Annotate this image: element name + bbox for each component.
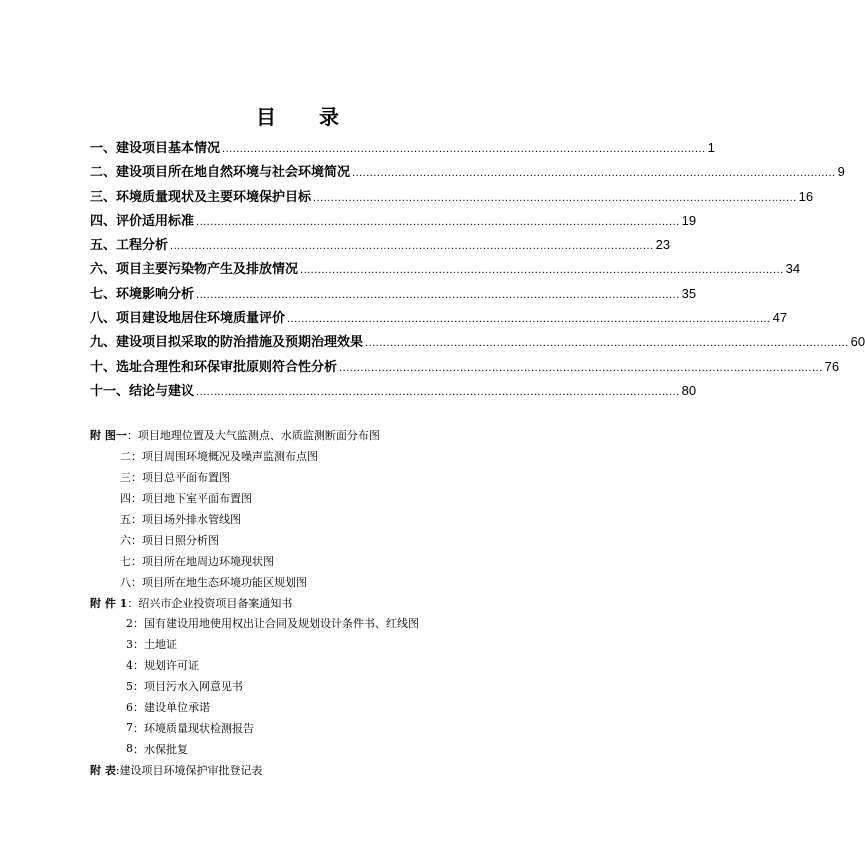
appendix-figure-item <box>90 529 510 550</box>
appendix-item-text: ：项目周围环境概况及噪声监测布点图 <box>131 450 318 464</box>
toc-entry-page: 76 <box>824 358 840 374</box>
appendix-figure-item <box>90 425 510 446</box>
appendix-item-text: ：项目所在地生态环境功能区规划图 <box>131 575 307 589</box>
appendix-item-number: 8 <box>126 742 133 756</box>
appendix-attachment-item <box>90 613 510 634</box>
appendix-attachment-item <box>90 634 510 655</box>
appendix-item-number: 七 <box>120 554 131 568</box>
toc-leader-dots: ........................................................................................................................................ <box>196 288 680 301</box>
toc-leader-dots: ........................................................................................................................................ <box>339 361 823 374</box>
appendix-item-text: ：建设单位承诺 <box>133 701 210 715</box>
toc-leader-dots: ........................................................................................................................................ <box>170 240 654 253</box>
appendix-item-number: 7 <box>126 721 133 735</box>
toc-entry-label: 六、项目主要污染物产生及排放情况 <box>90 262 299 278</box>
appendix-item-text: ：项目所在地周边环境现状图 <box>131 554 274 568</box>
toc-entry-label: 八、项目建设地居住环境质量评价 <box>90 311 286 327</box>
appendix-item-text: ：水保批复 <box>133 742 188 756</box>
appendix-item-text: ：项目地理位置及大气监测点、水质监测断面分布图 <box>126 429 380 443</box>
toc-leader-dots: ........................................................................................................................................ <box>196 215 680 228</box>
toc-entry[interactable] <box>90 307 788 331</box>
appendix-item-text: ：项目日照分析图 <box>131 533 219 547</box>
toc-entry-page: 47 <box>772 310 788 326</box>
toc-leader-dots: ........................................................................................................................................ <box>196 385 680 398</box>
toc-entry-label: 五、工程分析 <box>90 238 169 254</box>
appendix-item-number: 八 <box>120 575 131 589</box>
toc-entry[interactable] <box>90 283 697 307</box>
appendix-figure-item <box>90 571 510 592</box>
appendix-figures-heading: 附 图一 <box>90 429 127 443</box>
table-of-contents <box>90 137 865 404</box>
toc-entry-page: 9 <box>837 164 845 180</box>
toc-entry-label: 一、建设项目基本情况 <box>90 141 221 156</box>
appendix-item-number: 二 <box>120 450 131 464</box>
toc-entry-page: 19 <box>681 212 697 228</box>
appendix-item-number: 四 <box>120 492 131 506</box>
toc-leader-dots: ........................................................................................................................................ <box>287 313 771 326</box>
appendix-item-text: ：项目地下室平面布置图 <box>131 492 252 506</box>
toc-entry-page: 80 <box>681 382 697 398</box>
appendix-figure-item <box>90 488 510 509</box>
appendix-item-text: ：绍兴市企业投资项目备案通知书 <box>127 596 293 610</box>
appendix-attachments-heading: 附 件 1 <box>90 596 128 610</box>
appendix-attachment-item <box>90 592 510 613</box>
appendix-attachment-item <box>90 655 510 676</box>
toc-entry-page: 34 <box>785 261 801 277</box>
appendix-figure-item <box>90 446 510 467</box>
appendix-list <box>90 425 510 780</box>
appendix-item-number: 五 <box>120 513 131 526</box>
toc-entry[interactable] <box>90 380 697 404</box>
appendix-item-number: 6 <box>126 700 133 714</box>
appendix-item-number: 2 <box>126 616 133 630</box>
toc-entry[interactable] <box>90 161 845 185</box>
toc-entry-page: 60 <box>850 334 865 350</box>
toc-entry[interactable] <box>90 356 840 380</box>
appendix-item-text: ：项目污水入网意见书 <box>133 680 243 694</box>
toc-entry-page: 16 <box>798 188 814 204</box>
toc-entry-label: 二、建设项目所在地自然环境与社会环境简况 <box>90 165 351 181</box>
appendix-table-heading: 附 表 <box>90 763 116 777</box>
appendix-attachment-item <box>90 717 510 738</box>
appendix-attachment-item <box>90 738 510 759</box>
appendix-figure-item <box>90 467 510 488</box>
toc-entry[interactable] <box>90 137 715 161</box>
appendix-figure-item <box>90 550 510 571</box>
appendix-item-text: :建设项目环境保护审批登记表 <box>115 763 263 777</box>
appendix-item-text: ：国有建设用地使用权出让合同及规划设计条件书、红线图 <box>133 617 419 631</box>
toc-entry-page: 23 <box>655 237 671 253</box>
appendix-item-text: ：项目场外排水管线图 <box>131 513 241 526</box>
toc-entry[interactable] <box>90 331 865 355</box>
toc-entry[interactable] <box>90 210 697 234</box>
toc-entry-label: 四、评价适用标准 <box>90 213 195 229</box>
toc-entry-label: 三、环境质量现状及主要环境保护目标 <box>90 189 312 205</box>
toc-entry-label: 九、建设项目拟采取的防治措施及预期治理效果 <box>90 335 364 351</box>
toc-entry[interactable] <box>90 186 814 210</box>
toc-entry-label: 七、环境影响分析 <box>90 286 195 302</box>
appendix-item-text: ：土地证 <box>133 638 177 652</box>
appendix-item-text: ：项目总平面布置图 <box>131 471 230 485</box>
toc-entry[interactable] <box>90 258 801 282</box>
appendix-item-number: 六 <box>120 533 131 547</box>
appendix-table-item <box>90 759 510 780</box>
toc-entry-page: 35 <box>681 285 697 301</box>
toc-entry[interactable] <box>90 234 671 258</box>
toc-entry-label: 十、选址合理性和环保审批原则符合性分析 <box>90 359 338 375</box>
toc-leader-dots: ........................................................................................................................................ <box>365 337 849 350</box>
appendix-item-number: 4 <box>126 658 133 672</box>
appendix-item-number: 3 <box>126 637 133 651</box>
toc-leader-dots: ........................................................................................................................................ <box>300 264 784 277</box>
appendix-figure-item <box>90 509 510 530</box>
toc-leader-dots: ........................................................................................................................................ <box>352 167 836 180</box>
appendix-item-text: ：环境质量现状检测报告 <box>133 721 254 735</box>
toc-leader-dots: ........................................................................................................................................ <box>222 143 706 155</box>
appendix-item-text: ：规划许可证 <box>133 659 199 673</box>
page-title: 目 录 <box>256 105 357 129</box>
toc-entry-label: 十一、结论与建议 <box>90 383 195 399</box>
appendix-attachment-item <box>90 676 510 697</box>
toc-entry-page: 1 <box>707 140 715 155</box>
appendix-item-number: 三 <box>120 471 131 485</box>
appendix-item-number: 5 <box>126 679 133 693</box>
appendix-attachment-item <box>90 697 510 718</box>
toc-leader-dots: ........................................................................................................................................ <box>313 191 797 204</box>
